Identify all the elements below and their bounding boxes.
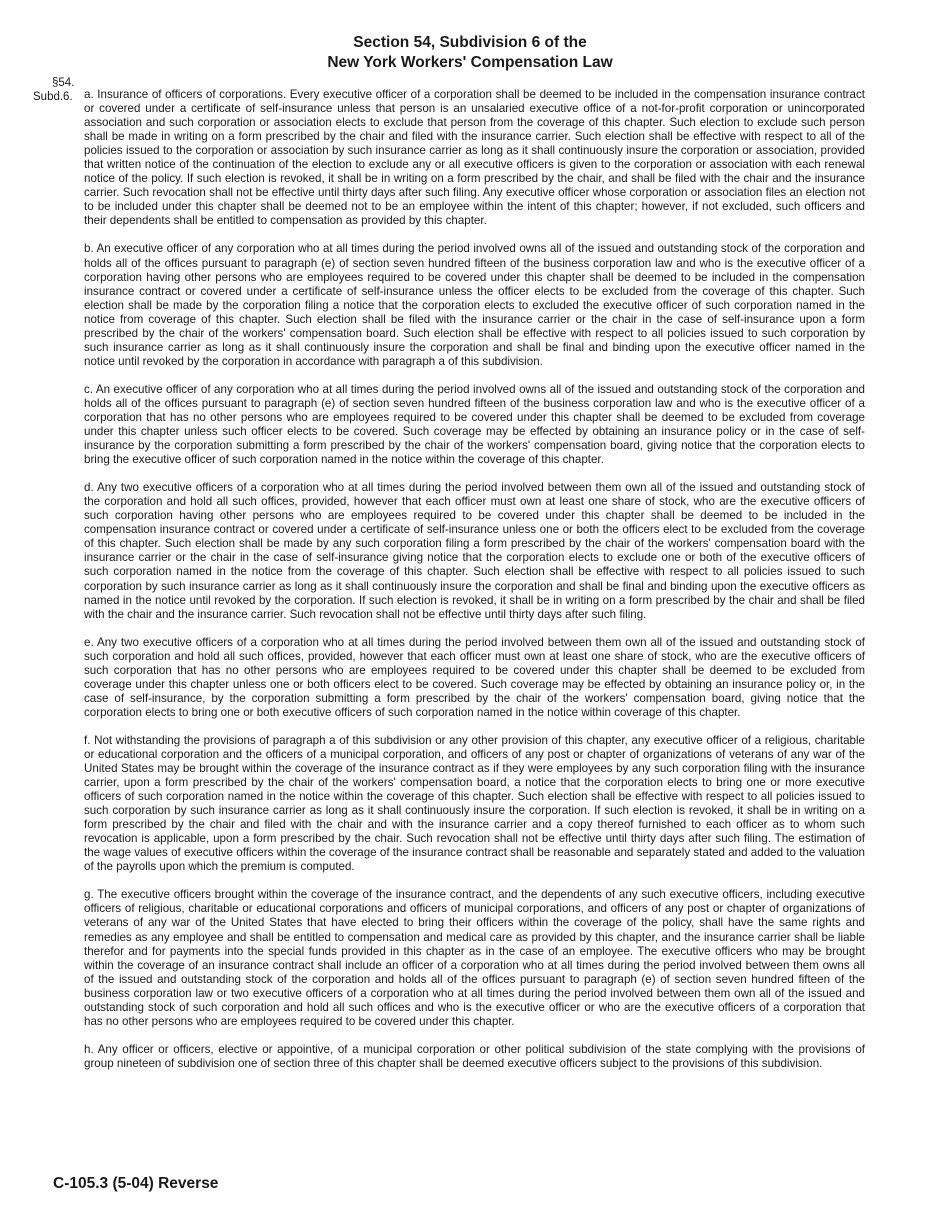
paragraph-e: e. Any two executive officers of a corporation who at all times during the period involved between them own all of the issued and outstanding stock of such corporation and hold all such offices, provided, however that each officer must own at least one share of stock, who are the executive officers of such corporation that has no other persons who are employees required to be covered under this chapter shall be deemed to be excluded from coverage under this chapter unless one or both officers elect to be covered. Such coverage may be effected by obtaining an insurance policy or, in the case of self-insurance, by the corporation submitting a form prescribed by the chair of the workers' compensation board, giving notice that the corporation elects to bring one or both executive officers of such corporation named in the notice within coverage of this chapter. — [84, 635, 865, 719]
paragraph-h: h. Any officer or officers, elective or appointive, of a municipal corporation or other political subdivision of the state complying with the provisions of group nineteen of subdivision one of section three of this chapter shall be deemed executive officers subject to the provisions of this subdivision. — [84, 1042, 865, 1070]
form-code: C-105.3 (5-04) Reverse — [53, 1175, 219, 1192]
section-reference — [33, 76, 81, 104]
law-text — [84, 88, 865, 1085]
paragraph-a: a. Insurance of officers of corporations. Every executive officer of a corporation shall be deemed to be included in the compensation insurance contract or covered under a certificate of self-insurance unless that person is an unsalaried executive office of a not-for-profit corporation or unincorporated association and such corporation or association elects to exclude that person from the coverage of this chapter. Such election to exclude such person shall be made in writing on a form prescribed by the chair and filed with the insurance carrier. Such election shall be effective with respect to all of the policies issued to the corporation or association by such insurance carrier as long as it shall continuously insure the corporation or association, provided that written notice of the continuation of the election to exclude any or all executive officers is given to the corporation or association with each renewal notice of the policy. If such election is revoked, it shall be in writing on a form prescribed by the chair, and shall be filed with the chair and the insurance carrier. Such revocation shall not be effective until thirty days after such filing. Any executive officer whose corporation or association files an election not to be included under this chapter shall be deemed not to be an employee within the intent of this chapter; however, if not excluded, such officers and their dependents shall be entitled to compensation as provided by this chapter. — [84, 88, 865, 228]
paragraph-b: b. An executive officer of any corporation who at all times during the period involved owns all of the issued and outstanding stock of the corporation and holds all of the offices pursuant to paragraph (e) of section seven hundred fifteen of the business corporation law and who is the executive officer of a corporation having other persons who are employees required to be covered under this chapter shall be deemed to be included in the compensation insurance contract or covered under a certificate of self-insurance unless the officer elects to be excluded from the coverage of this chapter. Such election shall be made by the corporation filing a notice that the corporation elects to excluded the executive officer of such corporation named in the notice from coverage of this chapter. Such election shall be filed with the insurance carrier or the chair in the case of self-insurance upon a form prescribed by the chair of the workers' compensation board. Such election shall be effective with respect to all policies issued to such corporation by such insurance carrier as long as it shall continuously insure the corporation and shall be final and binding upon the executive officer named in the notice until revoked by the corporation in accordance with paragraph a of this subdivision. — [84, 242, 865, 368]
paragraph-d: d. Any two executive officers of a corporation who at all times during the period involved between them own all of the issued and outstanding stock of the corporation and hold all such offices, provided, however that each officer must own at least one share of stock, who are the executive officers of such corporation having other persons who are employees required to be covered under this chapter shall be deemed to be included in the compensation insurance contract or covered under a certificate of self-insurance unless one or both the officers elect to be excluded from the coverage of this chapter. Such election shall be made by any such corporation filing a form prescribed by the chair of the workers' compensation board with the insurance carrier or the chair in the case of self-insurance giving notice that the corporation elects to exclude one or both of the executive officers of such corporation named in the notice from the coverage of this chapter. Such election shall be effective with respect to all policies issued to such corporation by such insurance carrier as long as it shall continuously insure the corporation and shall be final and binding upon the executive officers as named in the notice until revoked by the corporation. If such election is revoked, it shall be in writing on a form prescribed by the chair and shall be filed with the chair and the insurance carrier. Such revocation shall not be effective until thirty days after such filing. — [84, 481, 865, 621]
paragraph-f: f. Not withstanding the provisions of paragraph a of this subdivision or any other provision of this chapter, any executive officer of a religious, charitable or educational corporation and the officers of a municipal corporation, and officers of any post or chapter of organizations of veterans of any war of the United States may be brought within the coverage of the insurance contract as if they were employees by any such corporation filing with the insurance carrier, upon a form prescribed by the chair of the workers' compensation board, a notice that the corporation elects to bring one or more executive officers of such corporation named in the notice within the coverage of this chapter. Such election shall be effective with respect to all policies issued to such corporation by such insurance carrier as long as it shall continuously insure the corporation. If such election is revoked, it shall be in writing on a form prescribed by the chair and filed with the chair and with the insurance carrier and a copy thereof furnished to each officer as to whom such revocation is applicable, upon a form prescribed by the chair. Such revocation shall not be effective until thirty days after such filing. The estimation of the wage values of executive officers within the coverage of the insurance contract shall be reasonable and separately stated and added to the valuation of the payrolls upon which the premium is computed. — [84, 733, 865, 874]
title-line-2: New York Workers' Compensation Law — [327, 54, 613, 71]
paragraph-c: c. An executive officer of any corporation who at all times during the period involved owns all of the issued and outstanding stock of the corporation and holds all of the offices pursuant to paragraph (e) of section seven hundred fifteen of the business corporation law and who is the executive officer of a corporation that has no other persons who are employees required to be covered under this chapter shall be deemed to be excluded from coverage under this chapter unless such officer elects to be covered. Such coverage may be effected by obtaining an insurance policy or in the case of self-insurance by the corporation submitting a form prescribed by the chair of the workers' compensation board, giving notice that the corporation elects to bring the executive officer of such corporation named in the notice within the coverage of this chapter. — [84, 382, 865, 467]
title-line-1: Section 54, Subdivision 6 of the — [353, 34, 587, 51]
subdivision-number: Subd.6. — [33, 91, 73, 103]
paragraph-g: g. The executive officers brought within the coverage of the insurance contract, and the dependents of any such executive officers, including executive officers of religious, charitable or educational corporations and officers of municipal corporations, and officers of any post or chapter of organizations of veterans of any war of the United States that have elected to bring their officers within the coverage of the policy, shall have the same rights and remedies as any employee and shall be entitled to compensation and medical care as provided by this chapter, and the insurance carrier shall be liable therefor and for payments into the special funds provided in this chapter as in the case of an employee. The executive officers who may be brought within the coverage of an insurance contract shall include an officer of a corporation who at all times during the period involved between them owns all of the issued and outstanding stock of the corporation and holds all of the offices pursuant to paragraph (e) of section seven hundred fifteen of the business corporation law or two executive officers of a corporation who at all times during the period involved between them own all of the issued and outstanding stock of such corporation and hold all such offices and who is the executive officer or who are the executive officers of a corporation that has no other persons who are employees required to be covered under this chapter. — [84, 888, 865, 1028]
section-number: §54. — [52, 77, 75, 89]
page-title — [0, 33, 940, 73]
